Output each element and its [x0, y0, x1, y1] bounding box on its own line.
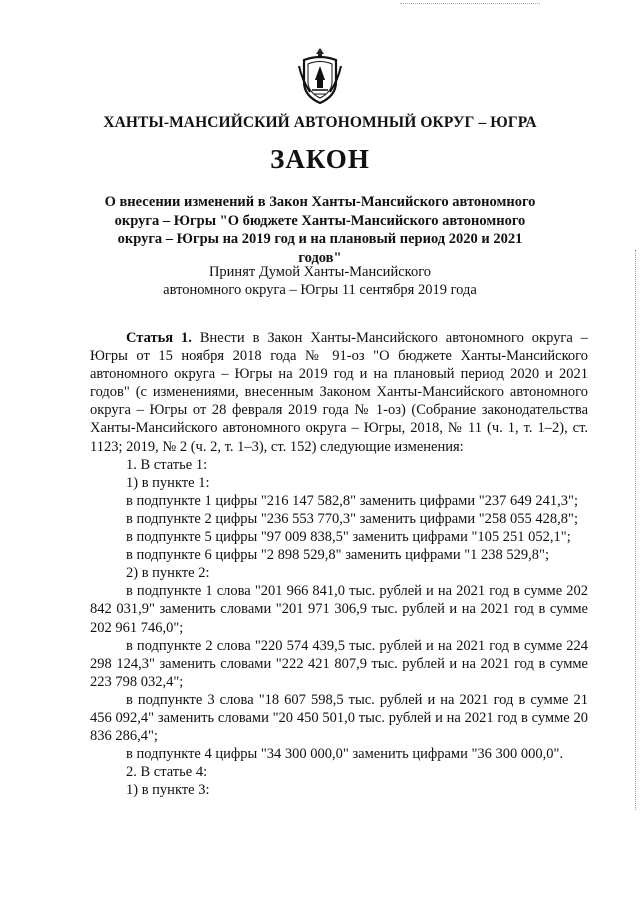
- document-type: ЗАКОН: [270, 144, 370, 174]
- adoption-line-2: автономного округа – Югры 11 сентября 2019 года: [163, 282, 477, 298]
- law-paragraph: 1) в пункте 3:: [126, 782, 210, 799]
- article-1-paragraph: [90, 329, 588, 456]
- adoption-note: [100, 263, 540, 299]
- law-paragraph: в подпункте 2 цифры "236 553 770,3" заменить цифрами "258 055 428,8";: [126, 510, 578, 527]
- scan-artifact-top: [400, 0, 540, 4]
- law-paragraph: в подпункте 1 слова "201 966 841,0 тыс. рублей и на 2021 год в сумме 202 842 031,9" заменить словами "201 971 306,9 тыс. рублей и на 2021 год в сумме 202 961 746,0";: [90, 583, 588, 636]
- law-paragraph: в подпункте 5 цифры "97 009 838,5" заменить цифрами "105 251 052,1";: [126, 529, 571, 546]
- article-1-text: Внести в Закон Ханты-Мансийского автономного округа – Югры от 15 ноября 2018 года № 91-оз "О бюджете Ханты-Мансийского автономного округа – Югры на 2019 год и на плановый период 2020 и 2021 годов" (с изменениями, внесенным Законом Ханты-Мансийского автономного округа – Югры от 28 февраля 2019 года № 1-оз) (Собрание законодательства Ханты-Мансийского автономного округа – Югры, 2018, № 11 (ч. 1, т. 1–2), ст. 1123; 2019, № 2 (ч. 2, т. 1–3), ст. 152) следующие изменения:: [90, 330, 588, 455]
- article-1-label: Статья 1.: [126, 330, 192, 346]
- law-paragraph: 1) в пункте 1:: [126, 474, 210, 491]
- adoption-line-1: Принят Думой Ханты-Мансийского: [208, 264, 432, 280]
- law-paragraph: в подпункте 4 цифры "34 300 000,0" заменить цифрами "36 300 000,0".: [126, 746, 564, 763]
- law-body: [90, 329, 588, 799]
- law-paragraph: в подпункте 1 цифры "216 147 582,8" заменить цифрами "237 649 241,3";: [126, 492, 578, 509]
- law-paragraph: в подпункте 3 слова "18 607 598,5 тыс. рублей и на 2021 год в сумме 21 456 092,4" заменить словами "20 450 501,0 тыс. рублей и на 2021 год в сумме 20 836 286,4";: [90, 691, 588, 745]
- law-paragraph: 2. В статье 4:: [126, 764, 208, 781]
- law-paragraph: в подпункте 2 слова "220 574 439,5 тыс. рублей и на 2021 год в сумме 224 298 124,3" заменить словами "222 421 807,9 тыс. рублей и на 2021 год в сумме 223 798 032,4";: [90, 637, 588, 690]
- region-title: ХАНТЫ-МАНСИЙСКИЙ АВТОНОМНЫЙ ОКРУГ – ЮГРА: [103, 114, 537, 131]
- law-paragraph: 2) в пункте 2:: [126, 565, 210, 582]
- coat-of-arms-icon: [296, 46, 344, 106]
- scan-artifact-right: [635, 250, 637, 810]
- law-paragraph: 1. В статье 1:: [126, 456, 208, 473]
- law-subtitle: О внесении изменений в Закон Ханты-Мансийского автономного округа – Югры "О бюджете Ханты-Мансийского автономного округа – Югры на 2019 год и на плановый период 2020 и 2021 годов": [104, 194, 536, 266]
- law-paragraph: в подпункте 6 цифры "2 898 529,8" заменить цифрами "1 238 529,8";: [126, 547, 549, 564]
